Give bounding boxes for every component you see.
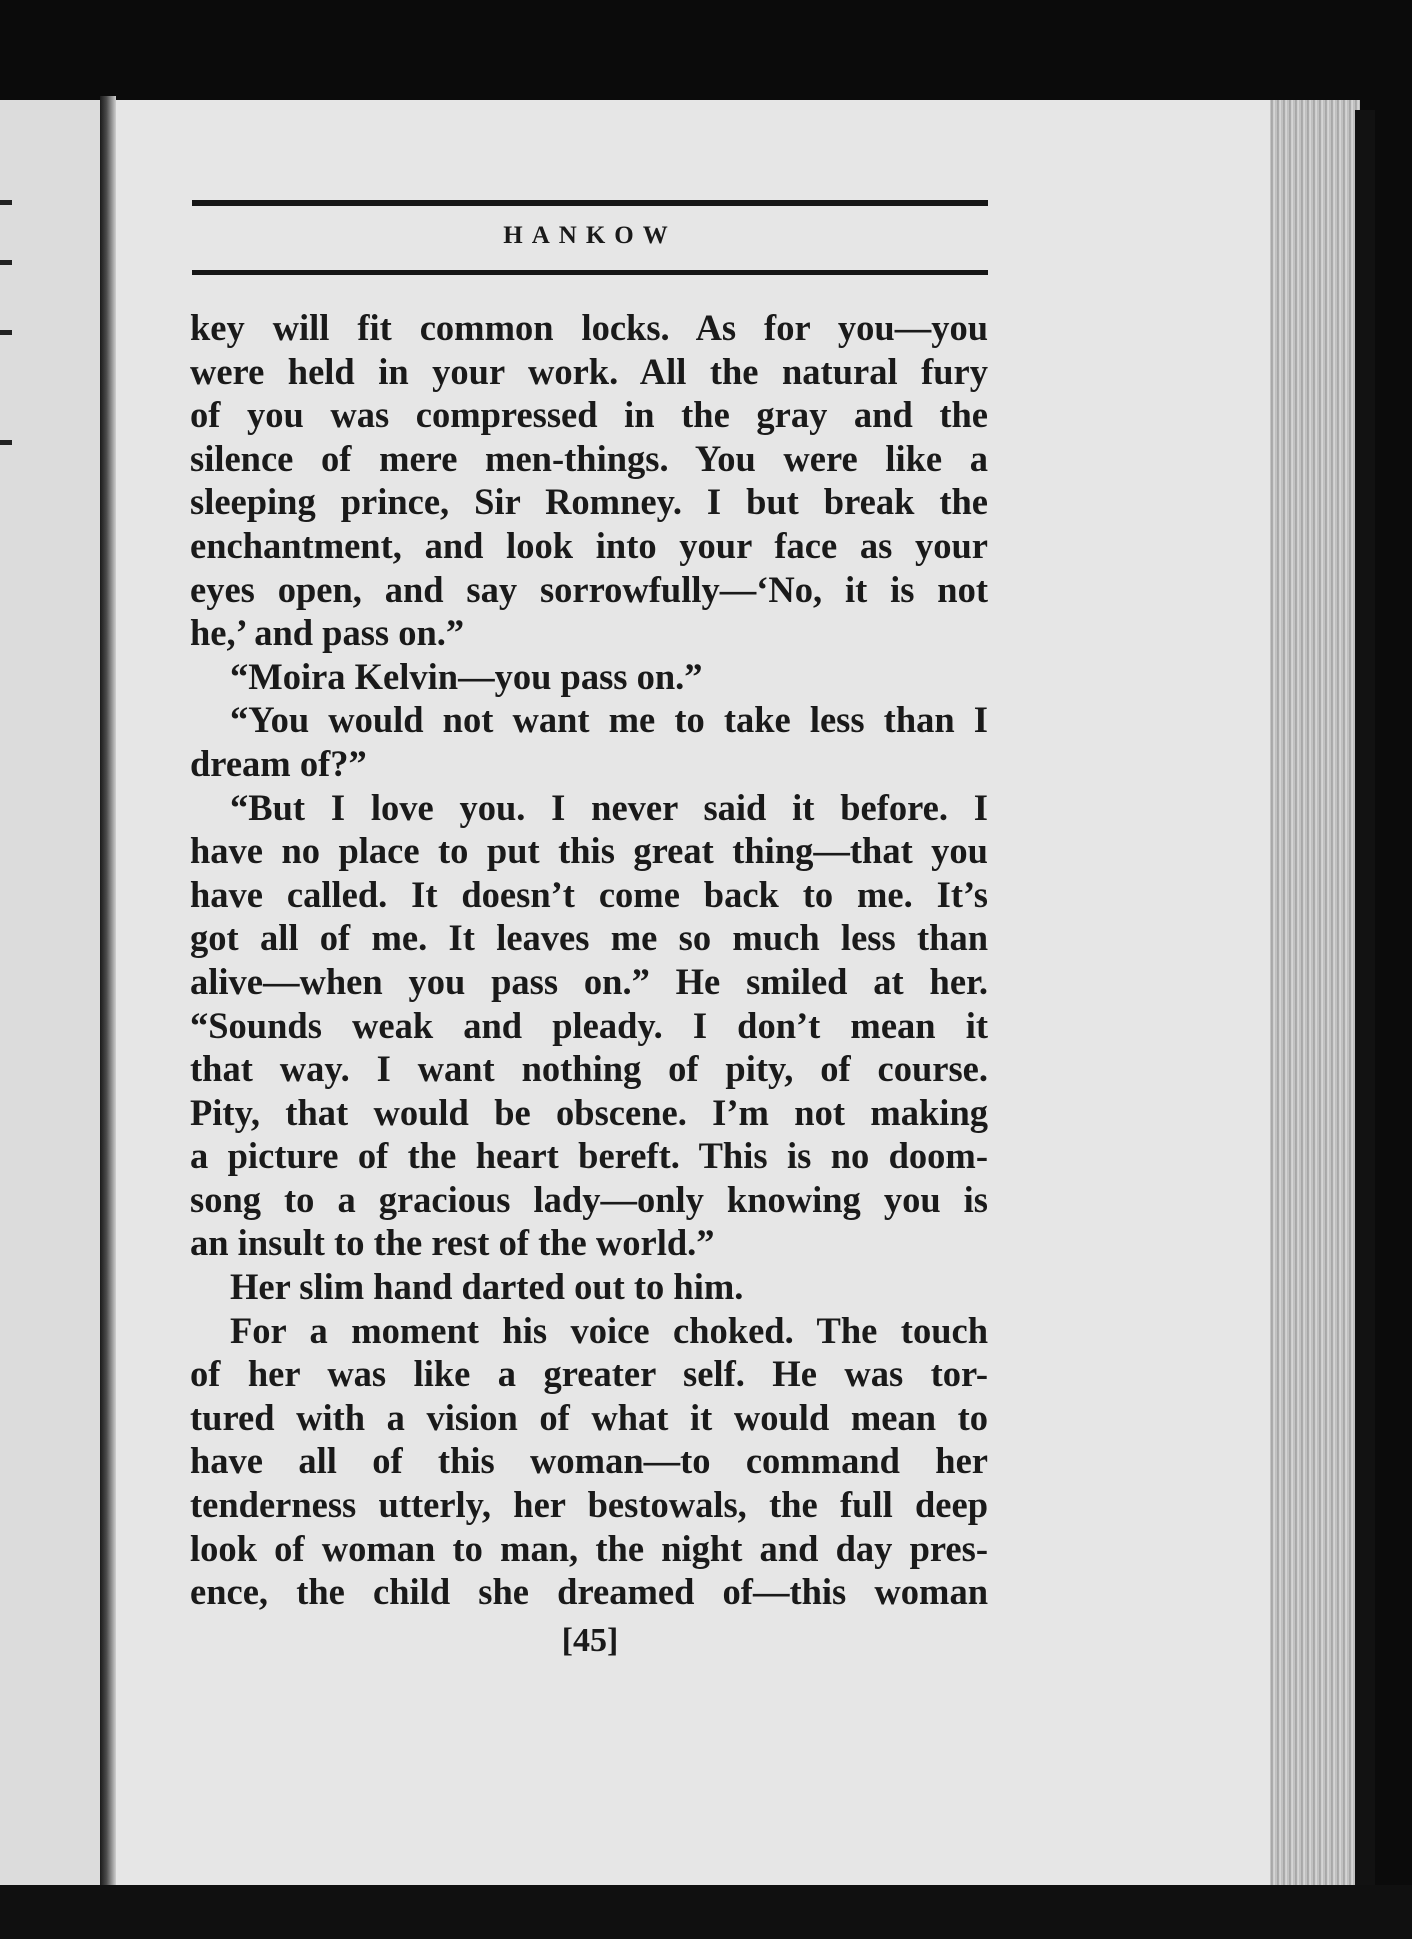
text-line: of you was compressed in the gray and the [190,394,988,436]
text-line: song to a gracious lady—only knowing you is [190,1178,988,1220]
header-rule-top [192,200,988,206]
text-line: dream of?” [190,742,367,784]
text-line: have called. It doesn’t come back to me. It’s [190,873,988,915]
page-number: [45] [561,1622,619,1659]
text-line: “You would not want me to take less than I [230,699,988,741]
facing-page-mark [0,330,12,335]
facing-page-edge [0,100,108,1890]
text-line: got all of me. It leaves me so much less than [190,917,988,959]
text-line: eyes open, and say sorrowfully—‘No, it is not [190,568,988,610]
facing-page-mark [0,200,12,205]
text-line: silence of mere men-things. You were like a [190,437,988,479]
body-text [190,306,988,1614]
text-line: For a moment his voice choked. The touch [230,1309,988,1351]
book-binding [1355,110,1375,1890]
text-line: alive—when you pass on.” He smiled at her. [190,960,988,1002]
running-head: HANKOW [503,222,677,249]
text-line: “Sounds weak and pleady. I don’t mean it [190,1004,988,1046]
text-line: of her was like a greater self. He was tor- [190,1353,988,1395]
text-line: tured with a vision of what it would mean to [190,1396,988,1438]
text-line: have all of this woman—to command her [190,1440,988,1482]
page-stack-edges [1270,100,1360,1900]
text-line: were held in your work. All the natural fury [190,350,988,392]
text-line: Her slim hand darted out to him. [230,1266,744,1308]
text-line: enchantment, and look into your face as your [190,524,988,566]
text-line: tenderness utterly, her bestowals, the full deep [190,1484,988,1526]
text-line: he,’ and pass on.” [190,612,465,654]
text-line: sleeping prince, Sir Romney. I but break the [190,481,988,523]
bottom-shadow [0,1885,1412,1939]
header-rule-bottom [192,270,988,275]
text-line: look of woman to man, the night and day pres- [190,1527,988,1569]
text-line: Pity, that would be obscene. I’m not making [190,1091,988,1133]
facing-page-mark [0,260,12,265]
text-line: “But I love you. I never said it before. I [230,786,988,828]
text-line: “Moira Kelvin—you pass on.” [230,655,703,697]
text-line: an insult to the rest of the world.” [190,1222,715,1264]
page-gutter [100,96,116,1896]
text-line: that way. I want nothing of pity, of course. [190,1048,988,1090]
facing-page-mark [0,440,12,445]
text-line: have no place to put this great thing—that you [190,830,988,872]
text-line: a picture of the heart bereft. This is no doom- [190,1135,988,1177]
text-line: key will fit common locks. As for you—you [190,307,988,348]
text-line: ence, the child she dreamed of—this woman [190,1571,988,1613]
